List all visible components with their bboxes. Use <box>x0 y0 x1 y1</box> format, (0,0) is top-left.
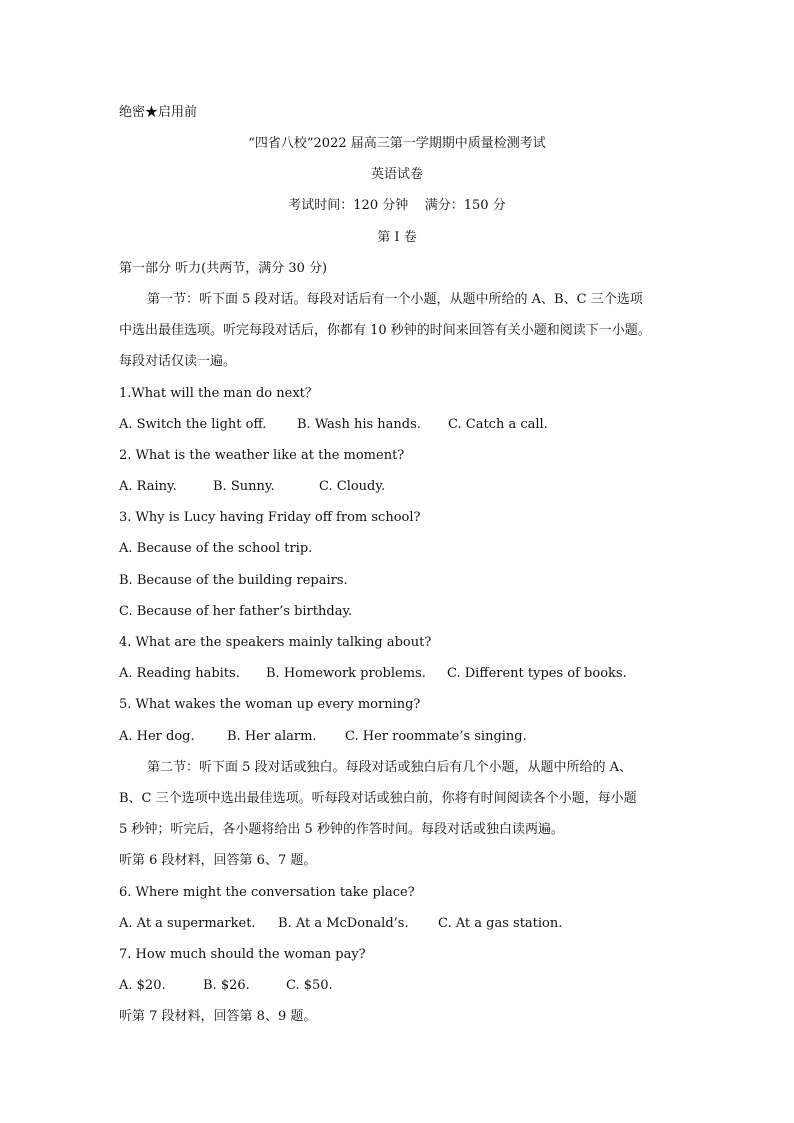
question-1-options <box>119 416 548 434</box>
question-5-options <box>119 728 527 746</box>
option-c: C. At a gas station. <box>438 916 563 931</box>
question-4-options <box>119 665 627 683</box>
option-b: B. $26. <box>203 978 250 993</box>
exam-time-info: 考试时间：120 分钟 满分：150 分 <box>288 198 506 213</box>
option-b: B. Wash his hands. <box>297 417 421 432</box>
question-4: 4. What are the speakers mainly talking about? <box>119 635 432 650</box>
question-1: 1.What will the man do next？ <box>119 386 318 401</box>
option-a: A. Because of the school trip. <box>119 541 313 556</box>
part-heading: 第一部分 听力(共两节，满分 30 分) <box>119 261 328 276</box>
subject-title: 英语试卷 <box>370 167 423 182</box>
section1-intro-line: 中选出最佳选项。听完每段对话后，你都有 10 秒钟的时间来回答有关小题和阅读下一小题。 <box>119 323 651 338</box>
question-7: 7. How much should the woman pay? <box>119 947 366 962</box>
option-b: B. At a McDonald’s. <box>278 916 409 931</box>
option-a: A. Switch the light off. <box>119 417 267 432</box>
material-instruction: 听第 7 段材料，回答第 8、9 题。 <box>119 1009 317 1024</box>
option-b: B. Because of the building repairs. <box>119 573 348 588</box>
option-b: B. Her alarm. <box>227 729 317 744</box>
confidential-mark: 绝密★启用前 <box>119 105 198 120</box>
exam-title: “四省八校”2022 届高三第一学期期中质量检测考试 <box>248 136 546 151</box>
section2-intro-line: B、C 三个选项中选出最佳选项。听每段对话或独白前，你将有时间阅读各个小题，每小题 <box>119 791 637 806</box>
section1-intro-line: 每段对话仅读一遍。 <box>119 354 237 369</box>
option-c: C. Because of her father’s birthday. <box>119 604 353 619</box>
question-2-options <box>119 478 385 496</box>
option-a: A. At a supermarket. <box>119 916 256 931</box>
option-a: A. Her dog. <box>119 729 195 744</box>
section1-intro-line: 第一节：听下面 5 段对话。每段对话后有一个小题，从题中所给的 A、B、C 三个选项 <box>147 292 643 307</box>
option-b: B. Homework problems. <box>266 666 426 681</box>
volume-title: 第 I 卷 <box>377 230 417 245</box>
option-c: C. Cloudy. <box>319 479 386 494</box>
section2-intro-line: 5 秒钟；听完后，各小题将给出 5 秒钟的作答时间。每段对话或独白读两遍。 <box>119 822 564 837</box>
question-2: 2. What is the weather like at the moment? <box>119 448 405 463</box>
option-a: A. Rainy. <box>119 479 177 494</box>
option-c: C. Different types of books. <box>447 666 627 681</box>
question-7-options <box>119 977 333 995</box>
option-b: B. Sunny. <box>213 479 275 494</box>
option-c: C. Catch a call. <box>448 417 548 432</box>
option-a: A. Reading habits. <box>119 666 240 681</box>
option-c: C. Her roommate’s singing. <box>345 729 527 744</box>
question-6: 6. Where might the conversation take place? <box>119 885 415 900</box>
option-a: A. $20. <box>119 978 166 993</box>
question-3: 3. Why is Lucy having Friday off from school? <box>119 510 421 525</box>
material-instruction: 听第 6 段材料，回答第 6、7 题。 <box>119 853 317 868</box>
question-6-options <box>119 915 562 933</box>
question-5: 5. What wakes the woman up every morning? <box>119 697 421 712</box>
option-c: C. $50. <box>286 978 333 993</box>
section2-intro-line: 第二节：听下面 5 段对话或独白。每段对话或独白后有几个小题，从题中所给的 A、 <box>147 760 633 775</box>
